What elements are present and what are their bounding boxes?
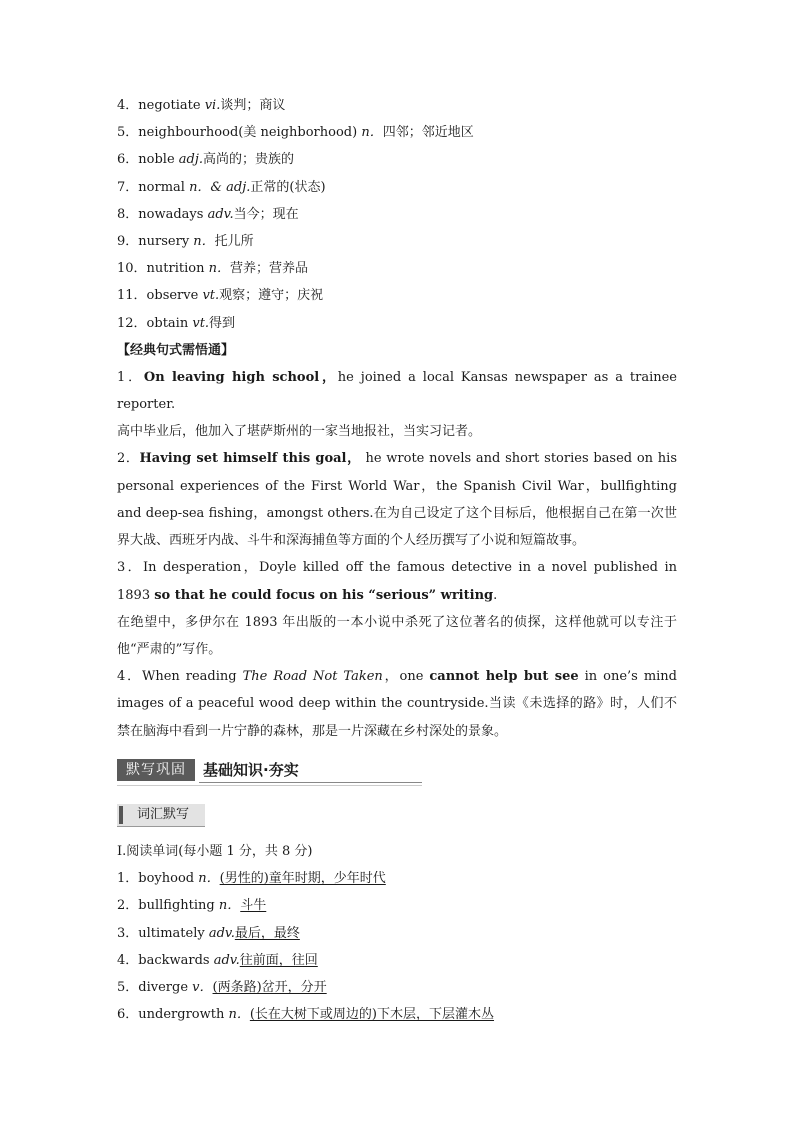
exercise-word: ultimately <box>138 925 209 941</box>
part-of-speech: n． <box>361 125 383 141</box>
part-of-speech: vt. <box>202 288 220 304</box>
item-number: 7． <box>117 179 139 195</box>
exercise-item <box>117 865 677 892</box>
item-number: 2． <box>117 898 139 914</box>
vocab-item <box>117 228 677 255</box>
vocab-word: noble <box>138 152 179 168</box>
part-of-speech: n． <box>193 233 215 249</box>
part-of-speech: n．& adj. <box>189 179 251 195</box>
sentence-text: he wrote novels and short stories based on his personal experiences of the First World War，the Spanish Civil War，bullfighting and deep-sea fishing，amongst others. <box>117 451 678 521</box>
key-structure: Having set himself this goal， <box>139 451 361 467</box>
item-number: 3． <box>117 925 139 941</box>
exercise-answer: (男性的)童年时期，少年时代 <box>219 871 386 887</box>
part-of-speech: adj. <box>178 152 204 168</box>
sentences-heading: 【经典句式需悟通】 <box>117 342 235 358</box>
exercise-item <box>117 1001 677 1028</box>
vocab-meaning: 四邻；邻近地区 <box>382 125 474 141</box>
vocab-item <box>117 282 677 309</box>
sentence-number: 4． <box>117 669 142 685</box>
item-number: 10． <box>117 261 147 277</box>
part-of-speech: v． <box>192 979 213 995</box>
poem-title: The Road Not Taken <box>242 669 383 685</box>
key-structure: so that he could focus on his “serious” writing <box>154 587 494 603</box>
vocab-meaning: 谈判；商议 <box>220 98 286 113</box>
part-of-speech: adv. <box>213 952 240 968</box>
sentence-text: When reading <box>141 669 243 685</box>
vocab-word: normal <box>138 179 190 195</box>
vocab-meaning: 高尚的；贵族的 <box>203 152 295 168</box>
vocab-item <box>117 119 677 146</box>
vocabulary-section <box>117 92 677 745</box>
part-of-speech: n． <box>198 871 220 887</box>
exercise-heading: Ⅰ.阅读单词(每小题 1 分，共 8 分) <box>117 844 313 859</box>
vocab-item <box>117 310 677 337</box>
exercise-answer: (两条路)岔开，分开 <box>212 979 327 995</box>
exercise-answer: 斗牛 <box>240 898 267 914</box>
key-structure: On leaving high school， <box>143 369 338 385</box>
part-of-speech: n． <box>228 1007 250 1023</box>
vocab-word: nutrition <box>146 261 209 277</box>
sentence-1-translation: 高中毕业后，他加入了堪萨斯州的一家当地报社，当实习记者。 <box>117 424 482 440</box>
sentence-4 <box>117 663 677 745</box>
exercise-section <box>117 838 677 1028</box>
exercise-item <box>117 892 677 919</box>
sentence-text: In desperation，Doyle killed off the famous detective in a novel published in 1893 <box>117 560 677 603</box>
sentence-2-translation: 在为自己设定了这个目标后，他根据自己在第一次世界大战、西班牙内战、斗牛和深海捕鱼等方面的个人经历撰写了小说和短篇故事。 <box>117 505 677 549</box>
item-number: 5． <box>117 125 139 141</box>
vocab-item <box>117 146 677 173</box>
key-structure: cannot help but see <box>429 669 579 685</box>
vocab-item <box>117 174 677 201</box>
item-number: 4． <box>117 952 139 968</box>
part-of-speech: vt. <box>192 315 210 331</box>
subsection-label <box>117 804 205 827</box>
sentence-4-translation: 当读《未选择的路》时，人们不禁在脑海中看到一片宁静的森林，那是一片深藏在乡村深处的景象。 <box>117 696 677 739</box>
banner-rule <box>199 782 422 783</box>
subsection-title: 词汇默写 <box>137 807 190 822</box>
sentence-2 <box>117 445 677 554</box>
item-number: 4． <box>117 98 139 113</box>
part-of-speech: adv. <box>207 206 234 222</box>
vocab-item <box>117 255 677 282</box>
vocab-word: observe <box>146 288 203 304</box>
vocab-meaning: 营养；营养品 <box>229 261 308 277</box>
sentence-3 <box>117 554 677 608</box>
exercise-answer: 最后，最终 <box>234 925 300 941</box>
part-of-speech: n． <box>208 261 230 277</box>
sentence-text: ，one <box>382 669 430 685</box>
item-number: 5． <box>117 979 139 995</box>
item-number: 9． <box>117 233 139 249</box>
vocab-meaning: 观察；遵守；庆祝 <box>219 288 324 304</box>
sentence-number: 2． <box>117 451 140 467</box>
exercise-word: bullfighting <box>138 898 219 914</box>
sentence-end: . <box>493 587 498 603</box>
exercise-word: diverge <box>138 979 193 995</box>
sentence-number: 3． <box>117 560 143 576</box>
vocab-item <box>117 92 677 119</box>
banner-title: 基础知识·夯实 <box>203 761 299 779</box>
exercise-item <box>117 947 677 974</box>
exercise-word: backwards <box>138 952 214 968</box>
vocab-word: neighbourhood(美 neighborhood) <box>138 125 362 141</box>
vocab-meaning: 当今；现在 <box>233 206 299 222</box>
sentence-1 <box>117 364 677 418</box>
vocab-word: negotiate <box>138 98 205 113</box>
sentence-3-translation: 在绝望中，多伊尔在 1893 年出版的一本小说中杀死了这位著名的侦探，这样他就可以专注于他“严肃的”写作。 <box>117 614 677 657</box>
vocab-word: obtain <box>146 315 193 331</box>
exercise-item <box>117 974 677 1001</box>
vocab-meaning: 得到 <box>209 315 236 331</box>
part-of-speech: vi. <box>204 98 221 113</box>
sentence-text: in one’s mind images of a peaceful wood deep within the countryside. <box>117 669 677 712</box>
banner-tag: 默写巩固 <box>117 759 195 781</box>
item-number: 11． <box>117 288 147 304</box>
vocab-item <box>117 201 677 228</box>
vocab-meaning: 托儿所 <box>214 233 254 249</box>
exercise-word: undergrowth <box>138 1007 229 1023</box>
section-banner <box>117 757 422 783</box>
subsection-bar <box>119 806 123 824</box>
item-number: 12． <box>117 315 147 331</box>
item-number: 6． <box>117 1007 139 1023</box>
banner-rule-shadow <box>117 785 422 786</box>
exercise-item <box>117 920 677 947</box>
exercise-answer: 往前面，往回 <box>239 952 318 968</box>
vocab-meaning: 正常的(状态) <box>250 179 326 195</box>
part-of-speech: n． <box>218 898 241 914</box>
exercise-word: boyhood <box>138 871 199 887</box>
vocab-word: nowadays <box>138 206 208 222</box>
sentence-number: 1． <box>117 369 144 385</box>
item-number: 1． <box>117 871 139 887</box>
exercise-answer: (长在大树下或周边的)下木层，下层灌木丛 <box>249 1007 495 1023</box>
part-of-speech: adv. <box>208 925 235 941</box>
item-number: 8． <box>117 206 139 222</box>
item-number: 6． <box>117 152 139 168</box>
vocab-word: nursery <box>138 233 194 249</box>
sentence-text: he joined a local Kansas newspaper as a trainee reporter. <box>117 369 678 413</box>
